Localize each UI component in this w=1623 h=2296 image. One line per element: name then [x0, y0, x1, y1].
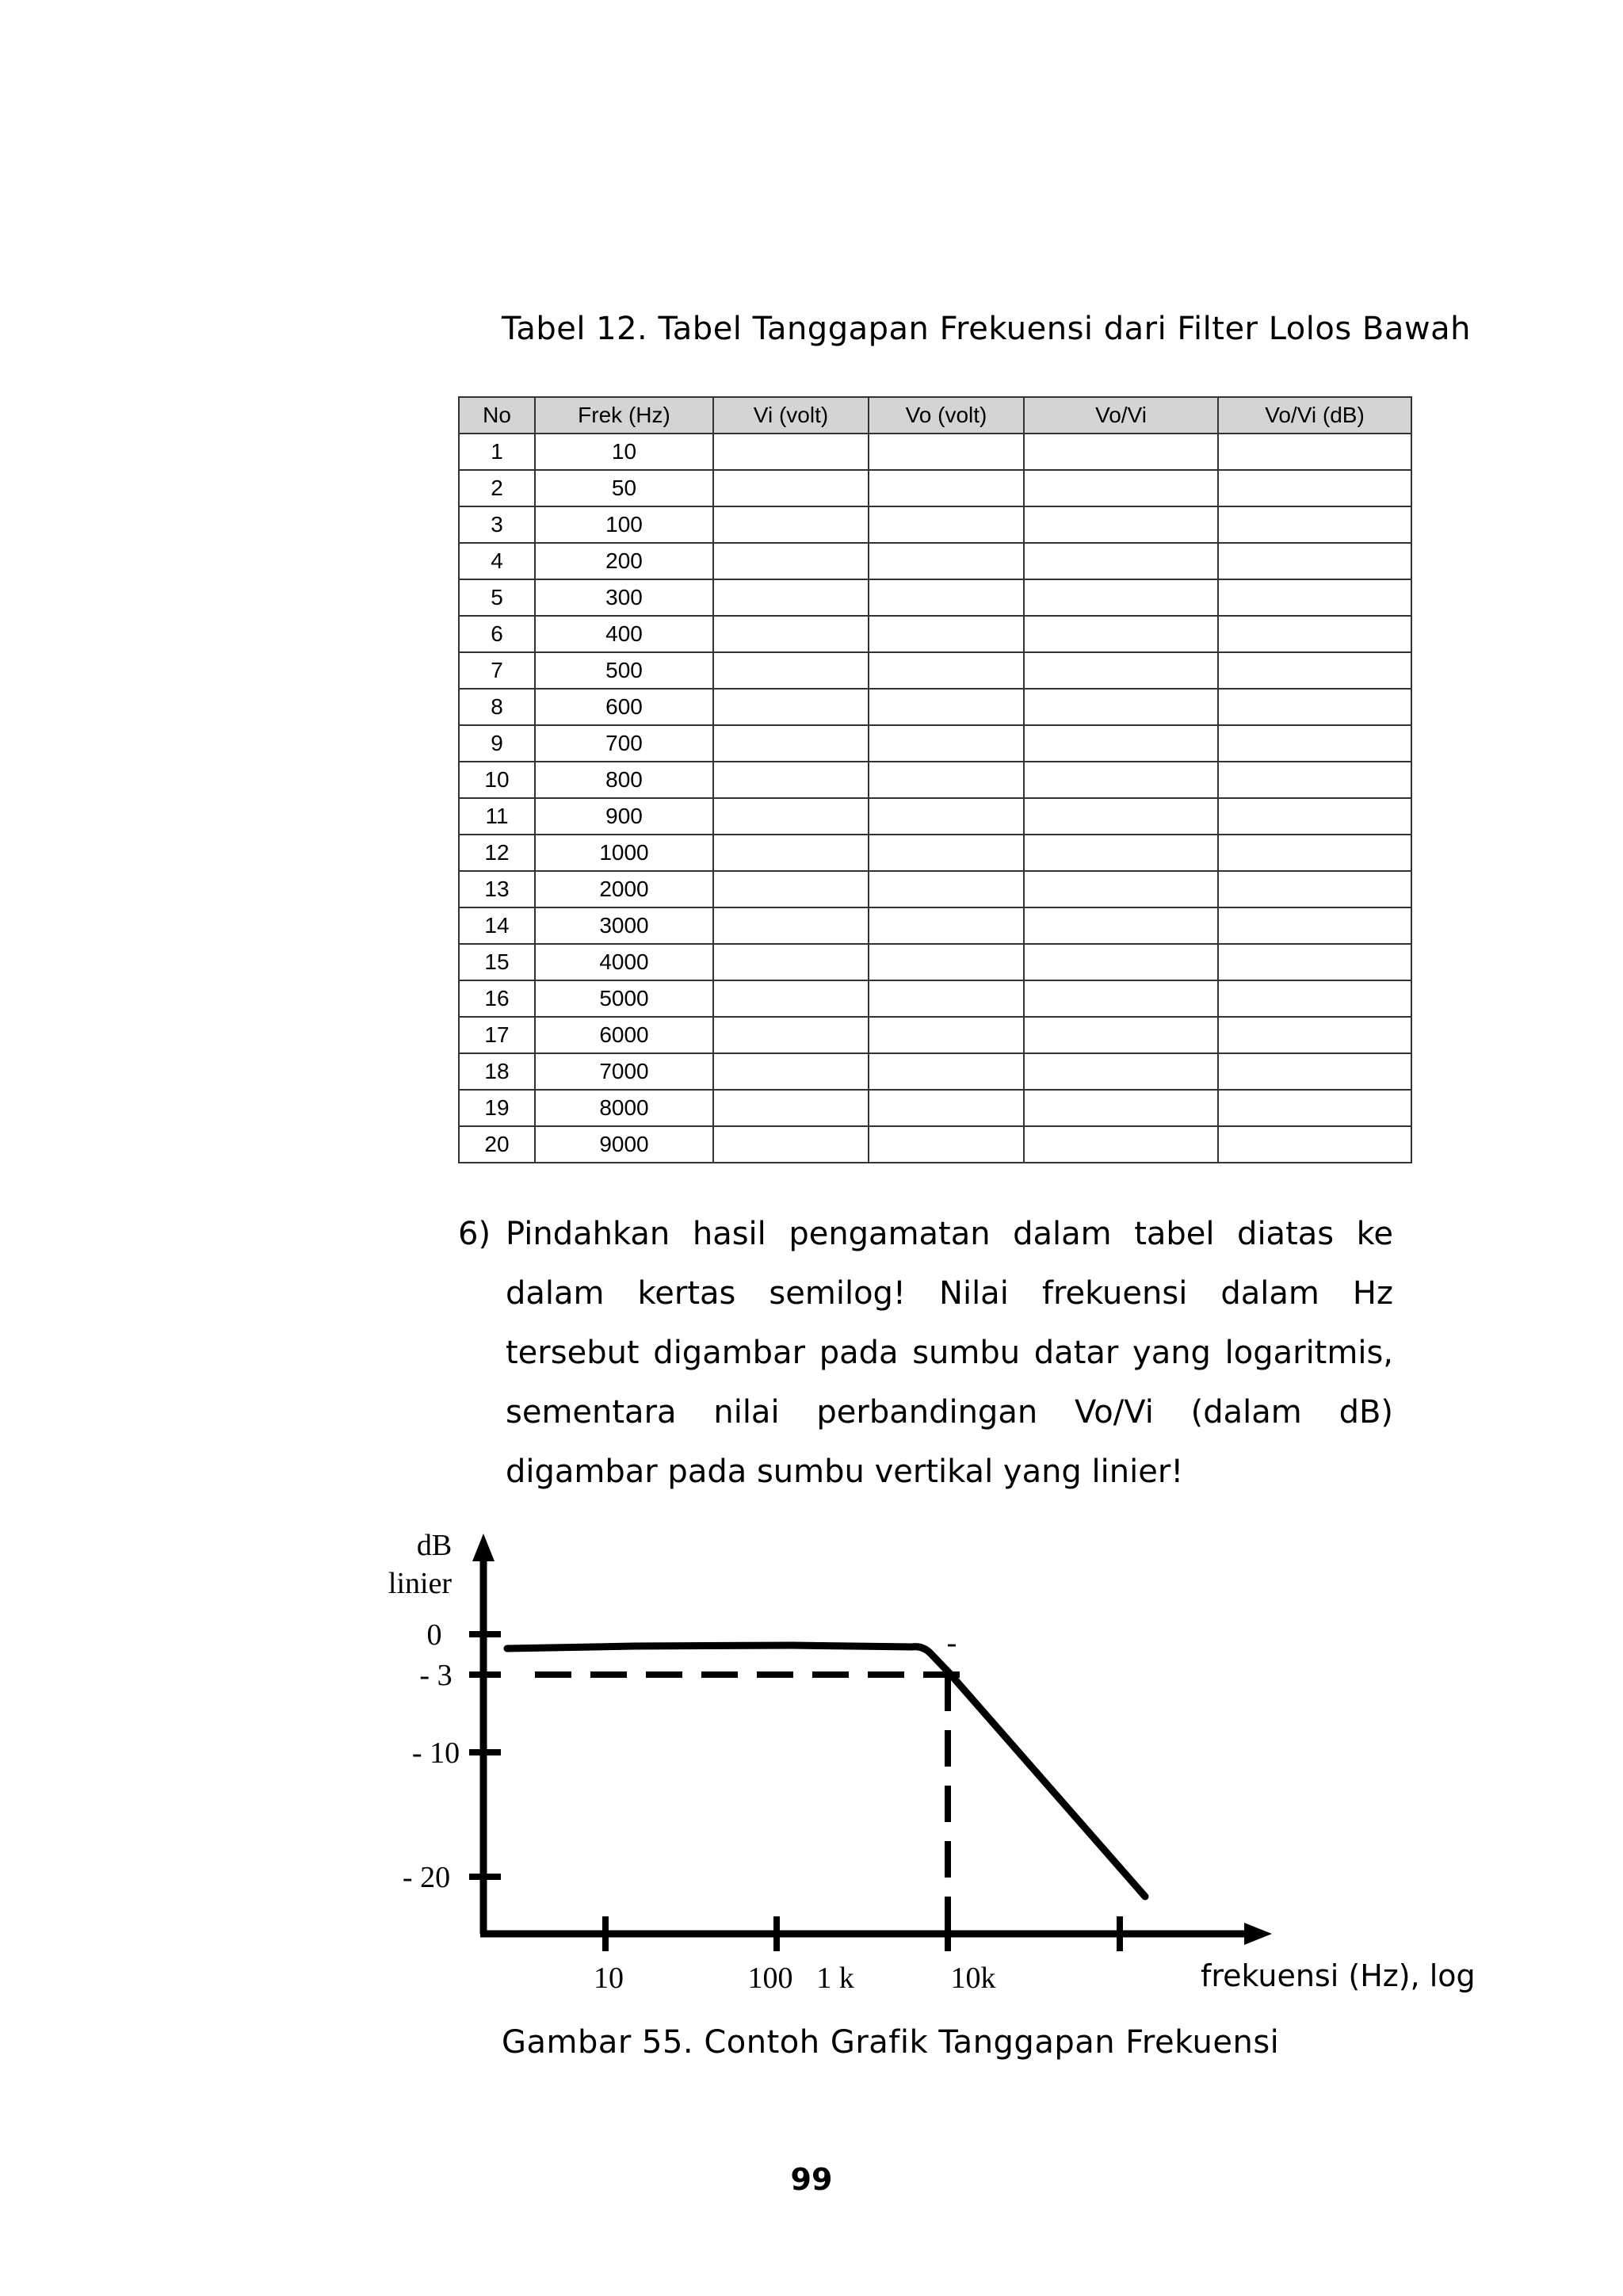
table-cell: 4	[459, 543, 535, 579]
table-cell: 2	[459, 470, 535, 506]
table-header-cell: No	[459, 397, 535, 434]
y-tick-label: - 10	[411, 1736, 460, 1770]
table-cell: 400	[535, 616, 713, 652]
y-axis-label-db: dB	[416, 1529, 453, 1562]
y-tick-label: 0	[426, 1618, 442, 1652]
response-curve	[507, 1645, 1145, 1897]
y-tick-label: - 3	[419, 1659, 453, 1692]
table-header-cell: Vo (volt)	[869, 397, 1024, 434]
table-cell: 20	[459, 1126, 535, 1163]
table-cell: 17	[459, 1017, 535, 1053]
table-cell: 700	[535, 725, 713, 762]
instruction-number: 6)	[458, 1216, 491, 1252]
table-cell: 18	[459, 1053, 535, 1090]
table-cell: 900	[535, 798, 713, 835]
table-header-cell: Vo/Vi (dB)	[1218, 397, 1411, 434]
table-header-cell: Vo/Vi	[1024, 397, 1218, 434]
table-cell: 3	[459, 506, 535, 543]
table-cell: 15	[459, 944, 535, 980]
table-cell: 4000	[535, 944, 713, 980]
table-cell: 16	[459, 980, 535, 1017]
x-axis-label: frekuensi (Hz), log	[1201, 1958, 1476, 1993]
table-cell: 300	[535, 579, 713, 616]
table-cell: 100	[535, 506, 713, 543]
table-cell: 7000	[535, 1053, 713, 1090]
table-cell: 8000	[535, 1090, 713, 1126]
table-cell: 5	[459, 579, 535, 616]
figure-caption: Gambar 55. Contoh Grafik Tanggapan Frekuensi	[502, 2024, 1280, 2061]
table-cell: 3000	[535, 907, 713, 944]
table-cell: 13	[459, 871, 535, 907]
table-cell: 9000	[535, 1126, 713, 1163]
table-header-cell: Vi (volt)	[713, 397, 869, 434]
table-cell: 7	[459, 652, 535, 689]
table-cell: 14	[459, 907, 535, 944]
table-cell: 8	[459, 689, 535, 725]
table-cell: 1000	[535, 835, 713, 871]
table-cell: 2000	[535, 871, 713, 907]
table-caption: Tabel 12. Tabel Tanggapan Frekuensi dari Filter Lolos Bawah	[502, 311, 1471, 347]
table-cell: 1	[459, 434, 535, 470]
table-cell: 10	[459, 762, 535, 798]
x-tick-label: 10	[594, 1962, 624, 1995]
table-cell: 5000	[535, 980, 713, 1017]
table-cell: 500	[535, 652, 713, 689]
table-cell: 6000	[535, 1017, 713, 1053]
page-number: 99	[790, 2162, 833, 2197]
table-cell: 800	[535, 762, 713, 798]
x-tick-label: 10k	[950, 1962, 996, 1995]
table-cell: 10	[535, 434, 713, 470]
table-header-cell: Frek (Hz)	[535, 397, 713, 434]
table-cell: 9	[459, 725, 535, 762]
y-axis-label-linier: linier	[388, 1567, 453, 1600]
table-cell: 50	[535, 470, 713, 506]
instruction-text: Pindahkan hasil pengamatan dalam tabel diatas ke dalam kertas semilog! Nilai frekuensi dalam Hz tersebut digambar pada sumbu datar yang logaritmis, sementara nilai perbandingan Vo/Vi (dalam dB) digambar pada sumbu vertikal yang linier!	[506, 1216, 1393, 1490]
x-tick-label: 100	[747, 1962, 793, 1995]
table-cell: 11	[459, 798, 535, 835]
table-cell: 12	[459, 835, 535, 871]
x-axis-arrow-icon	[1244, 1923, 1272, 1945]
table-cell: 6	[459, 616, 535, 652]
y-axis-arrow-icon	[472, 1534, 495, 1561]
table-cell: 19	[459, 1090, 535, 1126]
table-cell: 200	[535, 543, 713, 579]
cutoff-marker: -	[946, 1626, 957, 1660]
x-tick-label: 1 k	[816, 1962, 854, 1995]
table-cell: 600	[535, 689, 713, 725]
y-tick-label: - 20	[402, 1861, 451, 1894]
